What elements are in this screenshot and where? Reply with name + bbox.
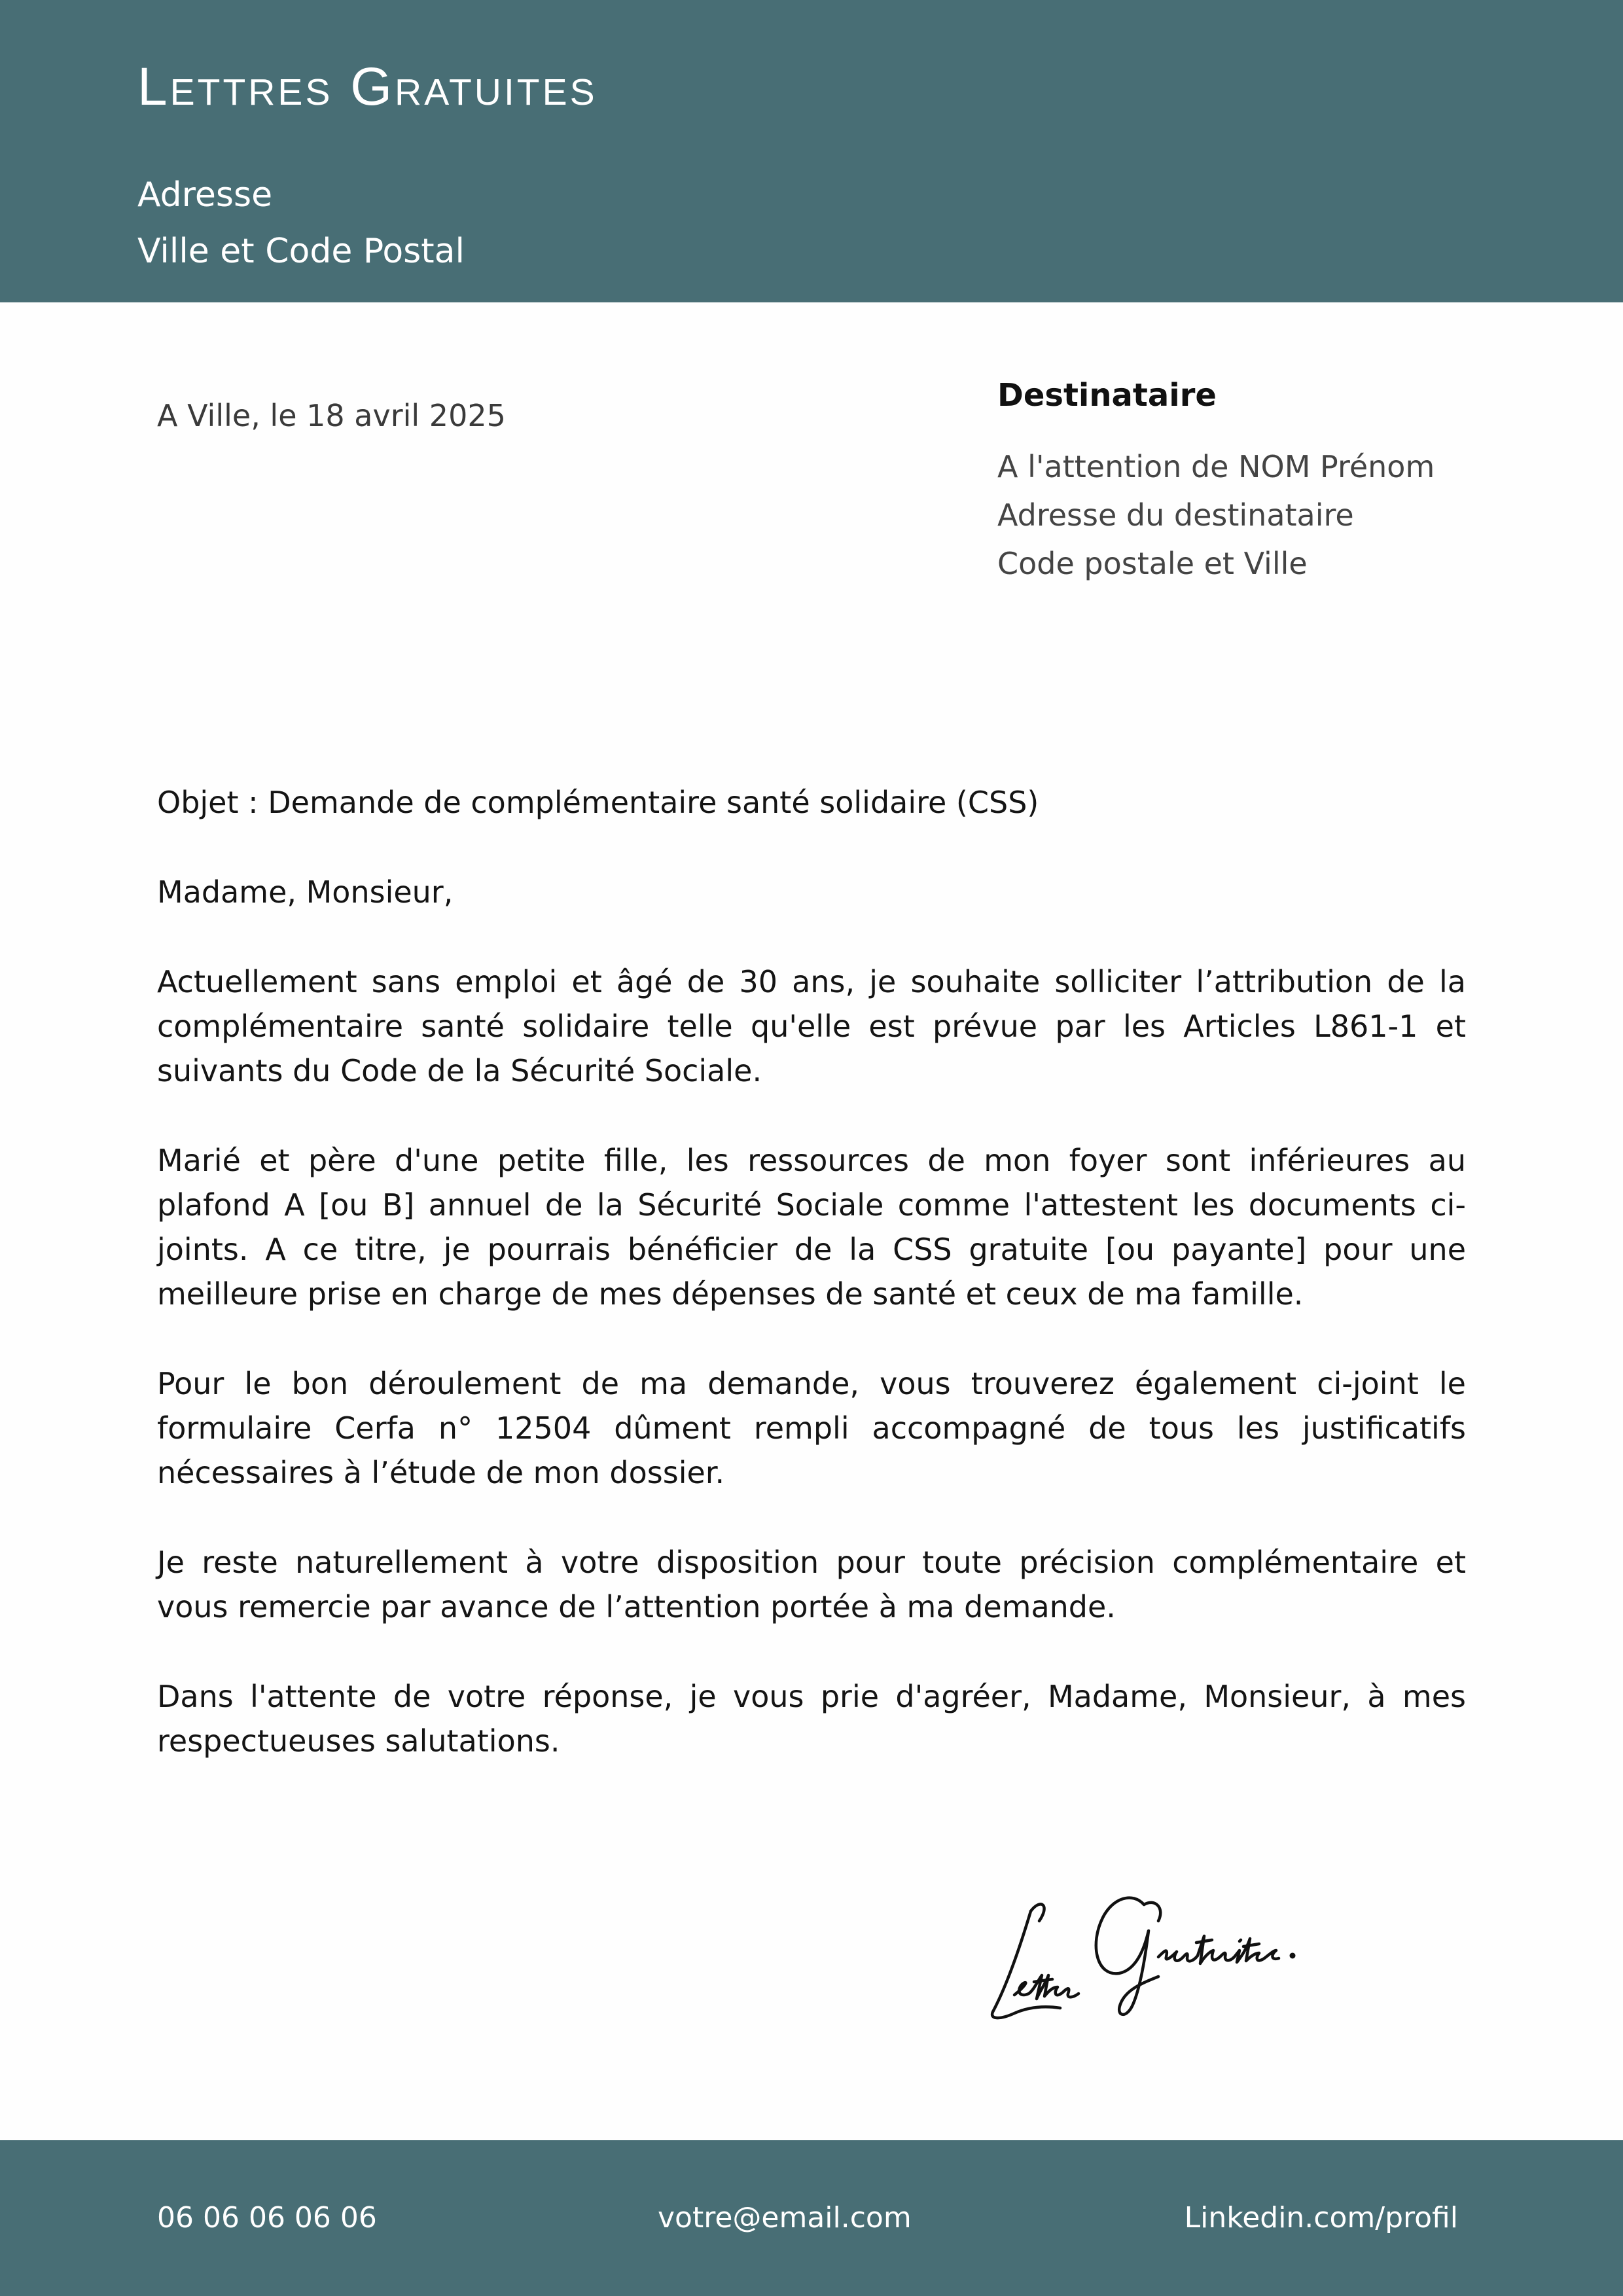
brand-name: Lettres Gratuites	[137, 57, 597, 117]
footer-linkedin-link[interactable]: Linkedin.com/profil	[1184, 2201, 1458, 2234]
recipient-block	[997, 377, 1435, 588]
recipient-name-line: A l'attention de NOM Prénom	[997, 449, 1435, 484]
letter-closing: Dans l'attente de votre réponse, je vous prie d'agréer, Madame, Monsieur, à mes respectueuses salutations.	[157, 1679, 1466, 1759]
letter-salutation: Madame, Monsieur,	[157, 874, 454, 910]
letter-paragraph: Marié et père d'une petite fille, les ressources de mon foyer sont inférieures au plafond A [ou B] annuel de la Sécurité Sociale comme l'attestent les documents ci-joints. A ce titre, je pourrais bénéficier de la CSS gratuite [ou payante] pour une meilleure prise en charge de mes dépenses de santé et ceux de ma famille.	[157, 1143, 1466, 1312]
sender-address	[137, 167, 465, 279]
letter-subject: Objet : Demande de complémentaire santé solidaire (CSS)	[157, 785, 1039, 820]
sender-city-line: Ville et Code Postal	[137, 232, 465, 271]
letter-paragraph: Pour le bon déroulement de ma demande, vous trouverez également ci-joint le formulaire Cerfa n° 12504 dûment rempli accompagné de tous les justificatifs nécessaires à l’étude de mon dossier.	[157, 1366, 1466, 1490]
recipient-city-line: Code postale et Ville	[997, 546, 1308, 581]
letter-paragraph: Actuellement sans emploi et âgé de 30 ans, je souhaite solliciter l’attribution de la complémentaire santé solidaire telle qu'elle est prévue par les Articles L861-1 et suivants du Code de la Sécurité Sociale.	[157, 964, 1466, 1088]
footer-email[interactable]: votre@email.com	[658, 2201, 912, 2234]
recipient-title: Destinataire	[997, 377, 1217, 414]
handwritten-signature	[969, 1859, 1361, 2029]
letter-date: A Ville, le 18 avril 2025	[157, 398, 506, 433]
footer-phone: 06 06 06 06 06	[157, 2201, 377, 2234]
letterhead-banner	[0, 0, 1623, 302]
recipient-address-line: Adresse du destinataire	[997, 497, 1354, 533]
letter-body	[157, 780, 1466, 1808]
letter-paragraph: Je reste naturellement à votre disposition pour toute précision complémentaire et vous remercie par avance de l’attention portée à ma demande.	[157, 1545, 1466, 1624]
sender-address-line: Adresse	[137, 175, 273, 215]
contact-footer	[0, 2140, 1623, 2296]
